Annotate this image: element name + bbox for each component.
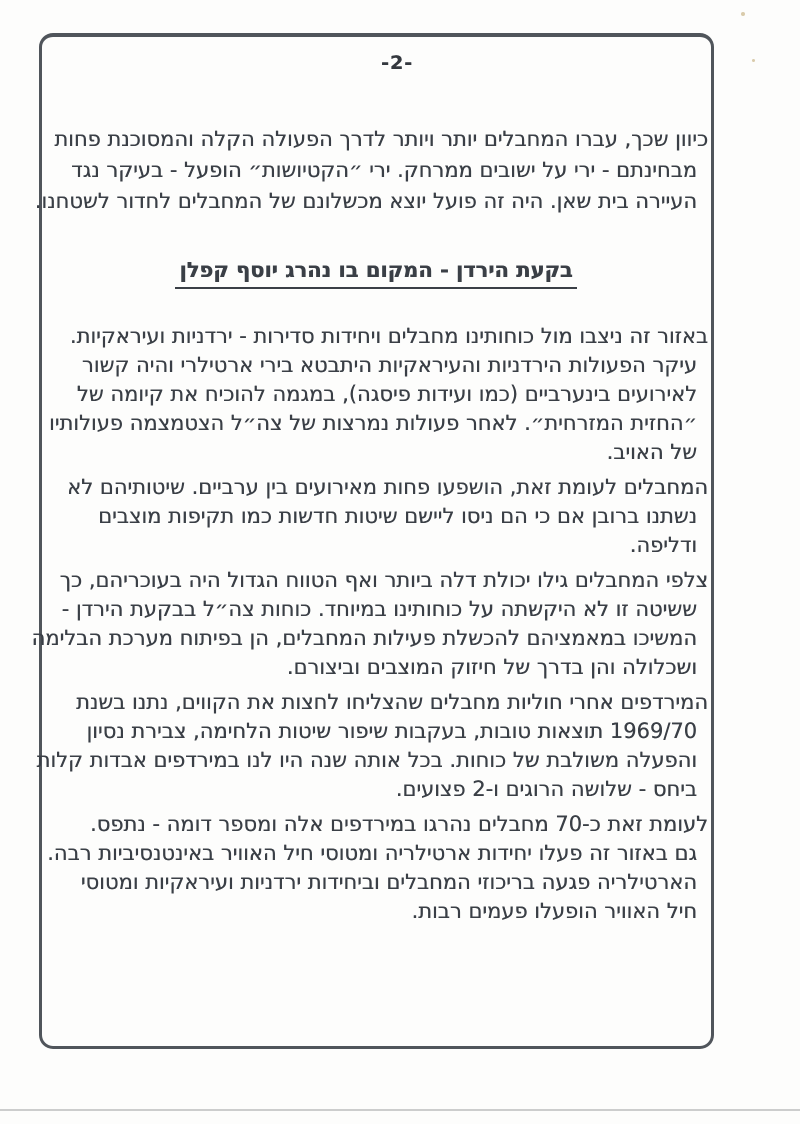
paragraph-1 [44, 322, 708, 467]
text-line: ושכלולה והן בדרך של חיזוק המוצבים וביצורם. [286, 655, 697, 679]
text-line: עיקר הפעולות הירדניות והעיראקיות היתבטא בירי ארטילרי והיה קשור [81, 353, 697, 377]
text-line: הארטילריה פגעה בריכוזי המחבלים וביחידות ירדניות ועיראקיות ומטוסי [80, 870, 697, 894]
section-heading-row [44, 255, 708, 289]
text-line: ששיטה זו לא היקשתה על כוחותינו במיוחד. כוחות צה״ל בבקעת הירדן - [61, 597, 697, 621]
text-line: המשיכו במאמציהם להכשלת פעילות המחבלים, הן בפיתוח מערכת הבלימה [31, 626, 697, 650]
text-line: ביחס - שלושה הרוגים ו-2 פצועים. [395, 777, 697, 801]
text-line: המירדפים אחרי חוליות מחבלים שהצליחו לחצות את הקווים, נתנו בשנת [76, 690, 708, 714]
intro-paragraph [34, 124, 708, 217]
text-line: של האויב. [606, 440, 697, 464]
text-line: צלפי המחבלים גילו יכולת דלה ביותר ואף הטווח הגדול היה בעוכריהם, כך [59, 568, 708, 592]
text-line: והפעלה משולבת של כוחות. בכל אותה שנה היו לנו במירדפים אבדות קלות [36, 748, 697, 772]
text-line: באזור זה ניצבו מול כוחותינו מחבלים ויחידות סדירות - ירדניות ועיראקיות. [69, 324, 708, 348]
text-line: מבחינתם - ירי על ישובים ממרחק. ירי ״הקטיושות״ הופעל - בעיקר נגד [71, 158, 697, 182]
scan-speck [752, 59, 755, 62]
text-line: העיירה בית שאן. היה זה פועל יוצא מכשלונם של המחבלים לחדור לשטחנו. [34, 189, 697, 213]
page-number: -2- [381, 52, 413, 74]
text-line: נשתנו ברובן אם כי הם ניסו ליישם שיטות חדשות כמו תקיפות מוצבים [98, 504, 697, 528]
paragraph-5 [44, 810, 708, 926]
text-line: ודליפה. [629, 533, 697, 557]
text-line: המחבלים לעומת זאת, הושפעו פחות מאירועים בין ערביים. שיטותיהם לא [67, 475, 708, 499]
text-line: לאירועים בינערביים (כמו ועידות פיסגה), במגמה להוכיח את קיומה של [76, 382, 697, 406]
scan-artifact-line [0, 1109, 800, 1111]
paragraph-4 [36, 688, 708, 804]
text-line: ״החזית המזרחית״. לאחר פעולות נמרצות של צה״ל הצטמצמה פעולותיו [49, 411, 697, 435]
text-line: כיוון שכך, עברו המחבלים יותר ויותר לדרך הפעולה הקלה והמסוכנת פחות [54, 127, 708, 151]
paragraph-3 [31, 566, 708, 682]
section-body [31, 322, 708, 926]
text-line: חיל האוויר הופעלו פעמים רבות. [411, 899, 697, 923]
text-line: 1969/70 תוצאות טובות, בעקבות שיפור שיטות הלחימה, צבירת נסיון [86, 719, 697, 743]
scan-speck [741, 12, 745, 16]
text-line: גם באזור זה פעלו יחידות ארטילריה ומטוסי חיל האוויר באינטנסיביות רבה. [47, 841, 697, 865]
section-heading: בקעת הירדן - המקום בו נהרג יוסף קפלן [175, 255, 576, 289]
paragraph-2 [44, 473, 708, 560]
text-line: לעומת זאת כ-70 מחבלים נהרגו במירדפים אלה ומספר דומה - נתפס. [89, 812, 708, 836]
